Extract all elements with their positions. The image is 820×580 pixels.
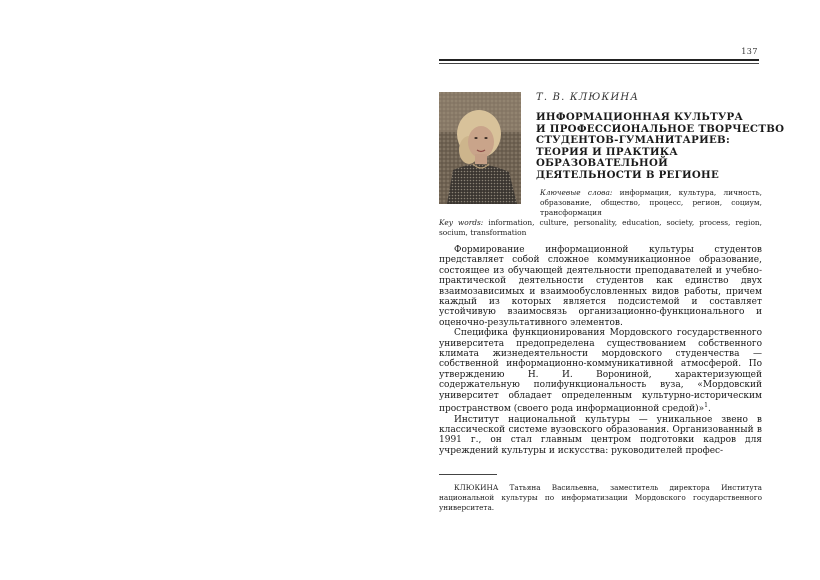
- keywords-russian: [540, 188, 762, 218]
- author-photo: [439, 92, 521, 204]
- page-number: 137: [741, 47, 758, 56]
- keywords-ru-label: Ключевые слова:: [540, 188, 613, 197]
- footnote-rule: [439, 474, 497, 475]
- article-body: [439, 245, 762, 456]
- footnote-reference: 1: [704, 402, 708, 410]
- header-rule-thin: [439, 63, 759, 64]
- keywords-ru-text: информация, культура, личность, образование, общество, процесс, регион, социум, трансформация: [540, 188, 762, 217]
- keywords-en-text: information, culture, personality, education, society, process, region, socium, transformation: [439, 218, 763, 237]
- body-paragraph-2: [439, 328, 762, 414]
- title-line: И ПРОФЕССИОНАЛЬНОЕ ТВОРЧЕСТВО: [536, 122, 785, 135]
- body-paragraph-2-text: Специфика функционирования Мордовского государственного университета предопределена существованием собственного климата жизнедеятельности мордовского студенчества — собственной информационно-коммуникативной атмосферой. По утверждению Н. И. Ворониной, характеризующей содержательную полифункциональность вуза, «Мордовский университет обладает определенным культурно-историческим пространством (своего рода информационной средой)»: [439, 328, 762, 415]
- author-footnote: КЛЮКИНА Татьяна Васильевна, заместитель директора Института национальной культуры по информатизации Мордовского государственного университета.: [439, 483, 762, 512]
- article-title: [536, 111, 785, 182]
- title-line: ТЕОРИЯ И ПРАКТИКА: [536, 145, 678, 158]
- header-rule-thick: [439, 59, 759, 61]
- body-paragraph-3: Институт национальной культуры — уникальное звено в классической системе вузовского образования. Организованный в 1991 г., он стал главным центром подготовки кадров для учреждений культуры и искусства: руководителей профес-: [439, 414, 762, 456]
- body-paragraph-1: Формирование информационной культуры студентов представляет собой сложное коммуникационное образование, состоящее из обучающей деятельности преподавателей и учебно-практической деятельности студентов как единство двух взаимозависимых и взаимообусловленных видов работы, причем каждый из которых является подсистемой и составляет устойчивую взаимосвязь организационно-функционального и оценочно-результативного элементов.: [439, 245, 762, 328]
- title-line: ОБРАЗОВАТЕЛЬНОЙ: [536, 157, 669, 170]
- keywords-en-label: Key words:: [439, 218, 484, 227]
- author-name: Т. В. КЛЮКИНА: [536, 92, 640, 103]
- title-line: ИНФОРМАЦИОННАЯ КУЛЬТУРА: [536, 111, 744, 123]
- title-line: ДЕЯТЕЛЬНОСТИ В РЕГИОНЕ: [536, 168, 720, 181]
- title-line: СТУДЕНТОВ-ГУМАНИТАРИЕВ:: [536, 134, 731, 147]
- body-paragraph-2-end: .: [708, 404, 711, 415]
- keywords-english: [439, 218, 762, 238]
